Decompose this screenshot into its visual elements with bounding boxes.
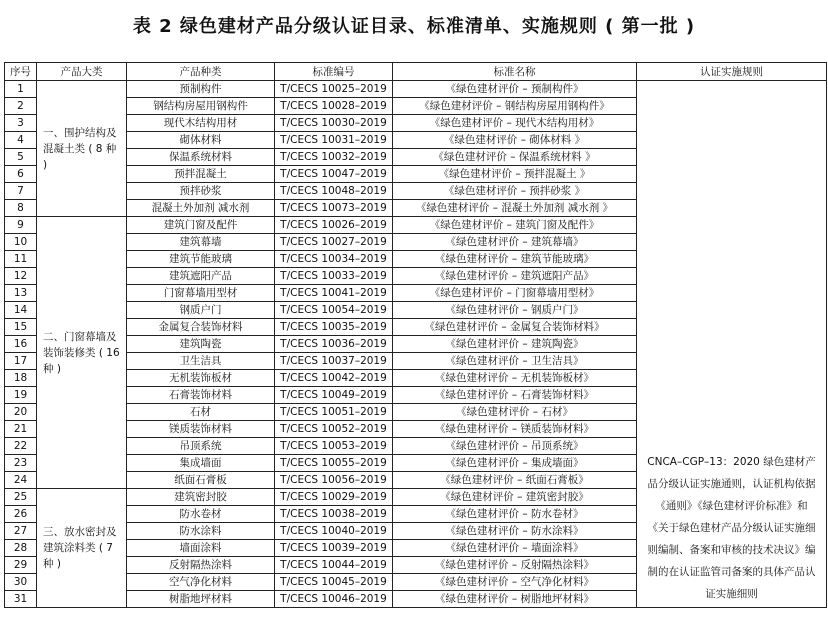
product-type: 砌体材料 — [127, 132, 275, 149]
row-number: 28 — [5, 540, 37, 557]
product-category: 三、放水密封及建筑涂料类 ( 7 种 ) — [37, 489, 127, 608]
standard-name: 《绿色建材评价 – 钢结构房屋用钢构件》 — [393, 98, 637, 115]
standard-name: 《绿色建材评价 – 空气净化材料》 — [393, 574, 637, 591]
row-number: 3 — [5, 115, 37, 132]
product-type: 防水涂料 — [127, 523, 275, 540]
product-type: 保温系统材料 — [127, 149, 275, 166]
product-type: 纸面石膏板 — [127, 472, 275, 489]
row-number: 18 — [5, 370, 37, 387]
product-category: 一、围护结构及混凝土类 ( 8 种 ) — [37, 81, 127, 217]
standard-code: T/CECS 10047–2019 — [275, 166, 393, 183]
certification-table — [4, 62, 827, 608]
row-number: 2 — [5, 98, 37, 115]
product-type: 吊顶系统 — [127, 438, 275, 455]
row-number: 21 — [5, 421, 37, 438]
standard-name: 《绿色建材评价 – 预制构件》 — [393, 81, 637, 98]
product-type: 预拌混凝土 — [127, 166, 275, 183]
standard-name: 《绿色建材评价 – 石膏装饰材料》 — [393, 387, 637, 404]
product-type: 建筑陶瓷 — [127, 336, 275, 353]
product-type: 门窗幕墙用型材 — [127, 285, 275, 302]
header-product: 产品种类 — [127, 63, 275, 81]
standard-code: T/CECS 10034–2019 — [275, 251, 393, 268]
product-type: 空气净化材料 — [127, 574, 275, 591]
row-number: 24 — [5, 472, 37, 489]
row-number: 10 — [5, 234, 37, 251]
standard-code: T/CECS 10040–2019 — [275, 523, 393, 540]
standard-name: 《绿色建材评价 – 金属复合装饰材料》 — [393, 319, 637, 336]
standard-name: 《绿色建材评价 – 建筑密封胶》 — [393, 489, 637, 506]
row-number: 8 — [5, 200, 37, 217]
product-type: 集成墙面 — [127, 455, 275, 472]
standard-name: 《绿色建材评价 – 吊顶系统》 — [393, 438, 637, 455]
row-number: 29 — [5, 557, 37, 574]
header-category: 产品大类 — [37, 63, 127, 81]
product-category: 二、门窗幕墙及装饰装修类 ( 16 种 ) — [37, 217, 127, 489]
row-number: 27 — [5, 523, 37, 540]
row-number: 17 — [5, 353, 37, 370]
standard-name: 《绿色建材评价 – 预拌混凝土 》 — [393, 166, 637, 183]
standard-code: T/CECS 10038–2019 — [275, 506, 393, 523]
standard-name: 《绿色建材评价 – 墙面涂料》 — [393, 540, 637, 557]
standard-code: T/CECS 10049–2019 — [275, 387, 393, 404]
header-certification-rule: 认证实施规则 — [637, 63, 827, 81]
standard-name: 《绿色建材评价 – 钢质户门》 — [393, 302, 637, 319]
standard-code: T/CECS 10037–2019 — [275, 353, 393, 370]
standard-code: T/CECS 10028–2019 — [275, 98, 393, 115]
row-number: 30 — [5, 574, 37, 591]
standard-code: T/CECS 10026–2019 — [275, 217, 393, 234]
row-number: 13 — [5, 285, 37, 302]
standard-code: T/CECS 10051–2019 — [275, 404, 393, 421]
product-type: 树脂地坪材料 — [127, 591, 275, 608]
row-number: 16 — [5, 336, 37, 353]
standard-code: T/CECS 10055–2019 — [275, 455, 393, 472]
product-type: 建筑密封胶 — [127, 489, 275, 506]
standard-name: 《绿色建材评价 – 集成墙面》 — [393, 455, 637, 472]
standard-code: T/CECS 10045–2019 — [275, 574, 393, 591]
standard-name: 《绿色建材评价 – 建筑遮阳产品》 — [393, 268, 637, 285]
standard-code: T/CECS 10039–2019 — [275, 540, 393, 557]
standard-code: T/CECS 10046–2019 — [275, 591, 393, 608]
standard-name: 《绿色建材评价 – 镁质装饰材料》 — [393, 421, 637, 438]
standard-name: 《绿色建材评价 – 门窗幕墙用型材》 — [393, 285, 637, 302]
row-number: 25 — [5, 489, 37, 506]
standard-name: 《绿色建材评价 – 混凝土外加剂 减水剂 》 — [393, 200, 637, 217]
product-type: 石材 — [127, 404, 275, 421]
product-type: 现代木结构用材 — [127, 115, 275, 132]
standard-name: 《绿色建材评价 – 纸面石膏板》 — [393, 472, 637, 489]
product-type: 建筑遮阳产品 — [127, 268, 275, 285]
standard-code: T/CECS 10036–2019 — [275, 336, 393, 353]
standard-name: 《绿色建材评价 – 建筑幕墙》 — [393, 234, 637, 251]
product-type: 钢结构房屋用钢构件 — [127, 98, 275, 115]
standard-name: 《绿色建材评价 – 建筑节能玻璃》 — [393, 251, 637, 268]
standard-code: T/CECS 10054–2019 — [275, 302, 393, 319]
standard-name: 《绿色建材评价 – 预拌砂浆 》 — [393, 183, 637, 200]
standard-code: T/CECS 10042–2019 — [275, 370, 393, 387]
row-number: 5 — [5, 149, 37, 166]
standard-code: T/CECS 10052–2019 — [275, 421, 393, 438]
row-number: 19 — [5, 387, 37, 404]
standard-code: T/CECS 10073–2019 — [275, 200, 393, 217]
row-number: 9 — [5, 217, 37, 234]
row-number: 20 — [5, 404, 37, 421]
product-type: 墙面涂料 — [127, 540, 275, 557]
row-number: 14 — [5, 302, 37, 319]
standard-code: T/CECS 10053–2019 — [275, 438, 393, 455]
standard-code: T/CECS 10027–2019 — [275, 234, 393, 251]
product-type: 混凝土外加剂 减水剂 — [127, 200, 275, 217]
standard-code: T/CECS 10056–2019 — [275, 472, 393, 489]
product-type: 预拌砂浆 — [127, 183, 275, 200]
certification-rule: CNCA–CGP–13：2020 绿色建材产品分级认证实施通则，认证机构依据《通则》《绿色建材评价标准》和《关于绿色建材产品分级认证实施细则编制、备案和审核的技术决议》编制的在认证监管司备案的具体产品认证实施细则 — [637, 81, 827, 608]
header-standard-code: 标准编号 — [275, 63, 393, 81]
product-type: 卫生洁具 — [127, 353, 275, 370]
row-number: 23 — [5, 455, 37, 472]
product-type: 石膏装饰材料 — [127, 387, 275, 404]
standard-code: T/CECS 10025–2019 — [275, 81, 393, 98]
standard-name: 《绿色建材评价 – 防水卷材》 — [393, 506, 637, 523]
standard-code: T/CECS 10033–2019 — [275, 268, 393, 285]
product-type: 镁质装饰材料 — [127, 421, 275, 438]
product-type: 建筑节能玻璃 — [127, 251, 275, 268]
product-type: 预制构件 — [127, 81, 275, 98]
table-title: 表 2 绿色建材产品分级认证目录、标准清单、实施规则 ( 第一批 ) — [132, 16, 696, 37]
standard-name: 《绿色建材评价 – 建筑门窗及配件》 — [393, 217, 637, 234]
product-type: 防水卷材 — [127, 506, 275, 523]
standard-name: 《绿色建材评价 – 树脂地坪材料》 — [393, 591, 637, 608]
row-number: 7 — [5, 183, 37, 200]
standard-name: 《绿色建材评价 – 石材》 — [393, 404, 637, 421]
standard-name: 《绿色建材评价 – 现代木结构用材》 — [393, 115, 637, 132]
standard-name: 《绿色建材评价 – 砌体材料 》 — [393, 132, 637, 149]
table-header-row — [5, 63, 827, 81]
standard-code: T/CECS 10035–2019 — [275, 319, 393, 336]
header-no: 序号 — [5, 63, 37, 81]
standard-code: T/CECS 10044–2019 — [275, 557, 393, 574]
standard-name: 《绿色建材评价 – 建筑陶瓷》 — [393, 336, 637, 353]
row-number: 4 — [5, 132, 37, 149]
standard-name: 《绿色建材评价 – 保温系统材料 》 — [393, 149, 637, 166]
row-number: 12 — [5, 268, 37, 285]
standard-code: T/CECS 10029–2019 — [275, 489, 393, 506]
row-number: 1 — [5, 81, 37, 98]
standard-code: T/CECS 10031–2019 — [275, 132, 393, 149]
product-type: 金属复合装饰材料 — [127, 319, 275, 336]
row-number: 6 — [5, 166, 37, 183]
product-type: 无机装饰板材 — [127, 370, 275, 387]
standard-code: T/CECS 10030–2019 — [275, 115, 393, 132]
header-standard-name: 标准名称 — [393, 63, 637, 81]
row-number: 11 — [5, 251, 37, 268]
row-number: 26 — [5, 506, 37, 523]
row-number: 15 — [5, 319, 37, 336]
standard-code: T/CECS 10032–2019 — [275, 149, 393, 166]
standard-name: 《绿色建材评价 – 防水涂料》 — [393, 523, 637, 540]
standard-name: 《绿色建材评价 – 卫生洁具》 — [393, 353, 637, 370]
table-row — [5, 81, 827, 98]
product-type: 钢质户门 — [127, 302, 275, 319]
row-number: 31 — [5, 591, 37, 608]
standard-name: 《绿色建材评价 – 反射隔热涂料》 — [393, 557, 637, 574]
standard-name: 《绿色建材评价 – 无机装饰板材》 — [393, 370, 637, 387]
product-type: 反射隔热涂料 — [127, 557, 275, 574]
product-type: 建筑门窗及配件 — [127, 217, 275, 234]
row-number: 22 — [5, 438, 37, 455]
product-type: 建筑幕墙 — [127, 234, 275, 251]
standard-code: T/CECS 10048–2019 — [275, 183, 393, 200]
standard-code: T/CECS 10041–2019 — [275, 285, 393, 302]
